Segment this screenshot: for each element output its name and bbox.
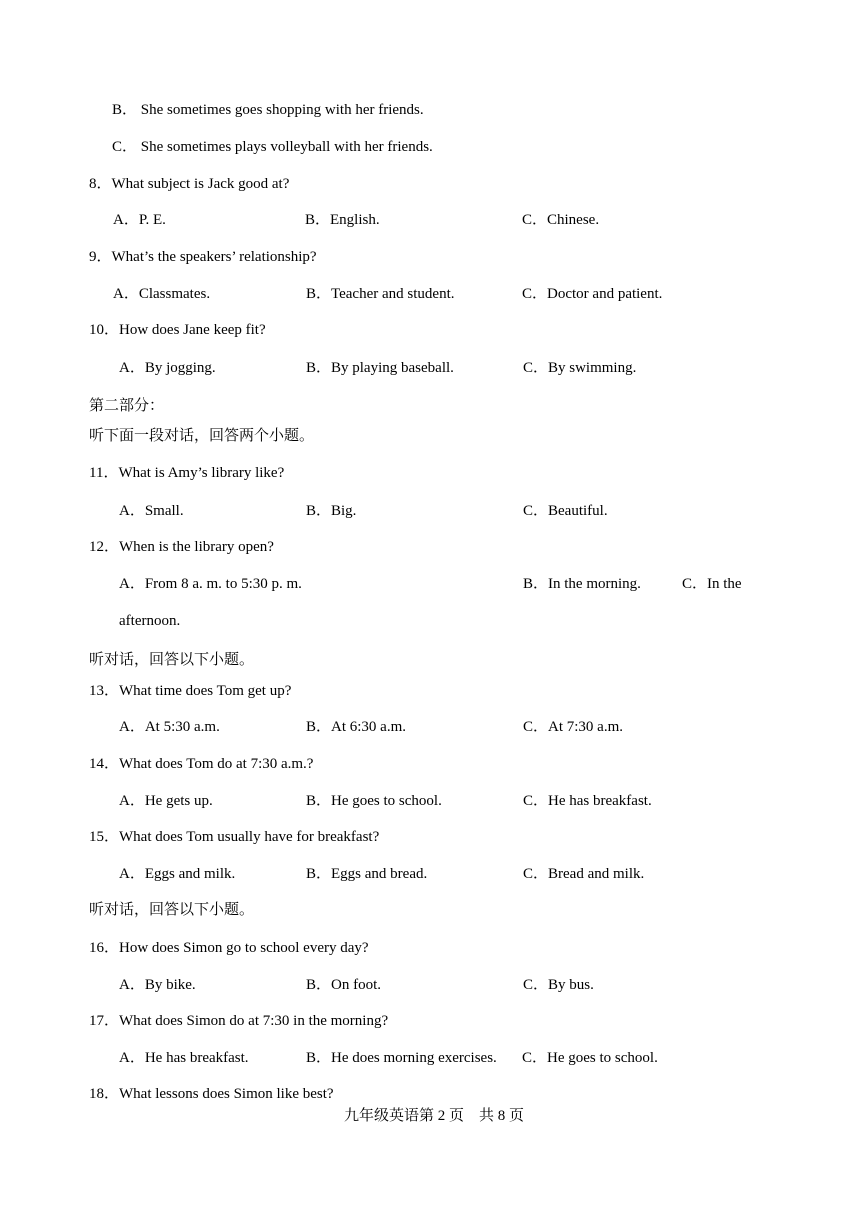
q17-option-c: C．He goes to school. [522, 1050, 658, 1066]
q14-stem: 14．What does Tom do at 7:30 a.m.? [89, 756, 314, 772]
part2-heading: 第二部分： [89, 398, 165, 414]
q13-option-a: A．At 5:30 a.m. [119, 719, 220, 735]
q7-option-c: C． She sometimes plays volleyball with her friends. [112, 139, 433, 155]
q10-stem: 10．How does Jane keep fit? [89, 322, 266, 338]
q9-option-a: A．Classmates. [113, 286, 211, 302]
q15-option-a: A．Eggs and milk. [119, 866, 236, 882]
q14-option-a: A．He gets up. [119, 793, 213, 809]
q8-option-a: A．P. E. [113, 212, 166, 228]
q10-option-b: B．By playing baseball. [306, 360, 454, 376]
q12-option-c: C．In the [682, 576, 742, 592]
q11-option-c: C．Beautiful. [523, 503, 608, 519]
q16-option-c: C．By bus. [523, 977, 594, 993]
q17-stem: 17．What does Simon do at 7:30 in the morning? [89, 1013, 389, 1029]
q10-option-c: C．By swimming. [523, 360, 637, 376]
q8-stem: 8．What subject is Jack good at? [89, 176, 290, 192]
section-instruction: 听对话，回答以下小题。 [89, 652, 255, 668]
q18-stem: 18．What lessons does Simon like best? [89, 1086, 334, 1102]
page-footer: 九年级英语第 2 页 共 8 页 [343, 1108, 524, 1124]
q12-option-b: B．In the morning. [523, 576, 641, 592]
q12-stem: 12．When is the library open? [89, 539, 274, 555]
q12-option-c-continued: afternoon. [119, 613, 181, 629]
q16-stem: 16．How does Simon go to school every day? [89, 940, 369, 956]
q15-option-b: B．Eggs and bread. [306, 866, 428, 882]
q8-option-b: B．English. [305, 212, 380, 228]
q17-option-a: A．He has breakfast. [119, 1050, 249, 1066]
q11-stem: 11．What is Amy’s library like? [89, 465, 285, 481]
q11-option-b: B．Big. [306, 503, 357, 519]
section-instruction: 听下面一段对话，回答两个小题。 [89, 428, 315, 444]
q14-option-c: C．He has breakfast. [523, 793, 652, 809]
section-instruction: 听对话，回答以下小题。 [89, 902, 255, 918]
q9-stem: 9．What’s the speakers’ relationship? [89, 249, 317, 265]
q9-option-c: C．Doctor and patient. [522, 286, 663, 302]
q13-option-b: B．At 6:30 a.m. [306, 719, 406, 735]
q13-stem: 13．What time does Tom get up? [89, 683, 292, 699]
q9-option-b: B．Teacher and student. [306, 286, 455, 302]
q17-option-b: B．He does morning exercises. [306, 1050, 497, 1066]
q10-option-a: A．By jogging. [119, 360, 216, 376]
q15-option-c: C．Bread and milk. [523, 866, 645, 882]
q11-option-a: A．Small. [119, 503, 184, 519]
q8-option-c: C．Chinese. [522, 212, 600, 228]
q15-stem: 15．What does Tom usually have for breakfast? [89, 829, 380, 845]
q16-option-a: A．By bike. [119, 977, 196, 993]
q13-option-c: C．At 7:30 a.m. [523, 719, 623, 735]
q7-option-b: B． She sometimes goes shopping with her friends. [112, 102, 424, 118]
q16-option-b: B．On foot. [306, 977, 382, 993]
q12-option-a: A．From 8 a. m. to 5:30 p. m. [119, 576, 302, 592]
q14-option-b: B．He goes to school. [306, 793, 442, 809]
